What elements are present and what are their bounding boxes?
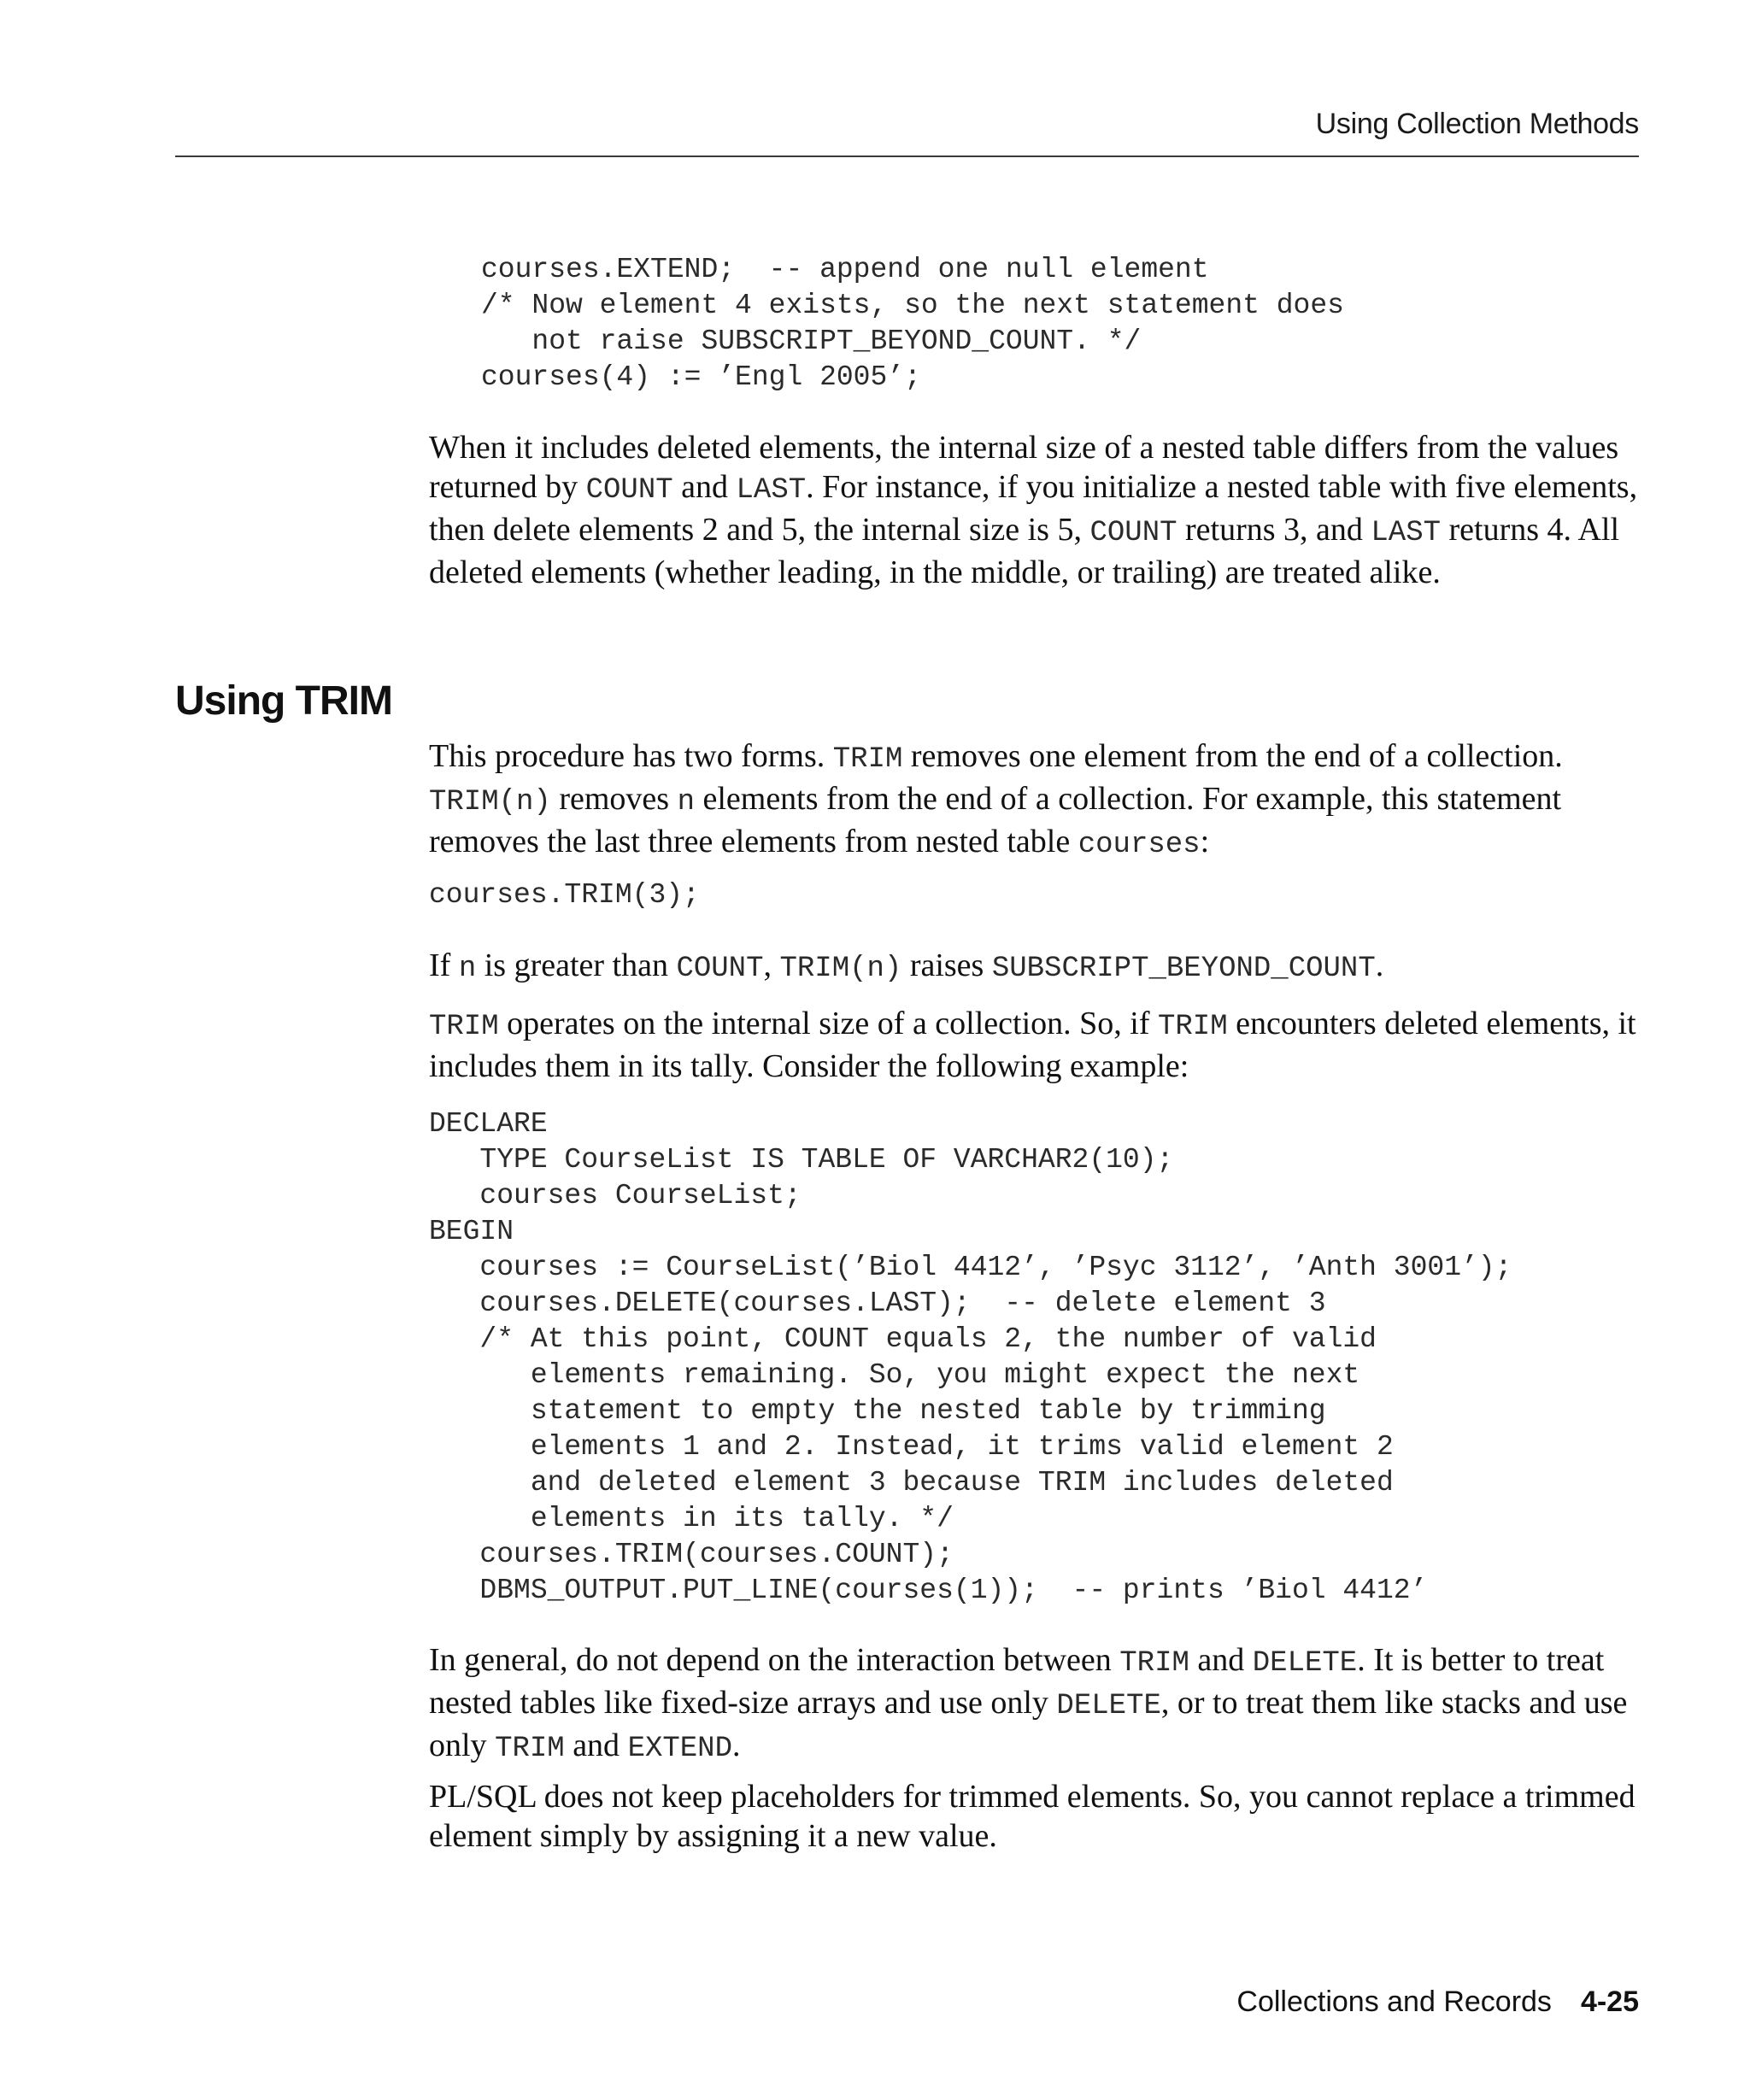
text: When it includes deleted elements, the internal size of a nested table differs from the values returned by (429, 430, 1619, 505)
code-delete: DELETE (1056, 1690, 1161, 1722)
text: . (1375, 947, 1384, 983)
text: . It is better to treat nested tables like fixed-size arrays and use only (429, 1642, 1605, 1721)
text: This procedure has two forms. (429, 738, 833, 774)
code-block-trim-3: courses.TRIM(3); (429, 879, 700, 911)
code-count: COUNT (585, 474, 673, 507)
running-header: Using Collection Methods (1315, 108, 1639, 140)
code-courses: courses (1078, 829, 1201, 861)
page-footer (1236, 1986, 1639, 2019)
text: removes one element from the end of a collection. (902, 738, 1563, 774)
code-block-extend: courses.EXTEND; -- append one null element /* Now element 4 exists, so the next statement does not raise SUBSCRIPT_BEYOND_COUNT. */ courses(4) := ’Engl 2005’; (481, 254, 1344, 393)
text: raises (901, 947, 992, 983)
paragraph-trim-raises (429, 946, 1642, 988)
text: removes (550, 781, 678, 817)
text: , (763, 947, 780, 983)
code-trim: TRIM (832, 743, 903, 776)
text: and (1189, 1642, 1253, 1678)
section-heading-using-trim: Using TRIM (175, 678, 392, 724)
code-count: COUNT (676, 953, 764, 985)
text: and (564, 1728, 628, 1763)
text: . For instance, if you initialize a nested table with five elements, then delete elements 2 and 5, the internal size is 5, (429, 469, 1638, 548)
code-subscript-beyond-count: SUBSCRIPT_BEYOND_COUNT (991, 953, 1376, 985)
text: encounters deleted elements, it includes them in its tally. Consider the following example: (429, 1006, 1636, 1084)
code-trim-n: TRIM(n) (779, 953, 902, 985)
footer-chapter-title: Collections and Records (1236, 1986, 1552, 2018)
text: returns 4. All deleted elements (whether leading, in the middle, or trailing) are treated alike. (429, 512, 1620, 590)
code-trim: TRIM (1157, 1011, 1228, 1043)
header-rule (175, 155, 1639, 157)
paragraph-placeholders (429, 1777, 1642, 1856)
code-trim: TRIM (429, 1011, 499, 1043)
code-block-declare-example: DECLARE TYPE CourseList IS TABLE OF VARCHAR2(10); courses CourseList; BEGIN courses := CourseList(’Biol 4412’, ’Psyc 3112’, ’Anth 3001’); courses.DELETE(courses.LAST); -- delete element 3 /* At this point, COUNT equals 2, the number of valid elements remaining. So, you might expect the next statement to empty the nested table by trimming elements 1 and 2. Instead, it trims valid element 2 and deleted element 3 because TRIM includes deleted elements in its tally. */ courses.TRIM(courses.COUNT); DBMS_OUTPUT.PUT_LINE(courses(1)); -- prints ’Biol 4412’ (429, 1108, 1512, 1606)
page-number: 4-25 (1580, 1986, 1639, 2018)
text: , or to treat them like stacks and use only (429, 1685, 1628, 1763)
text: : (1200, 824, 1210, 859)
code-trim: TRIM (1119, 1647, 1189, 1680)
paragraph-trim-forms (429, 736, 1642, 865)
code-count: COUNT (1089, 517, 1177, 549)
code-n: n (458, 953, 477, 985)
code-last: LAST (1371, 517, 1442, 549)
paragraph-text: PL/SQL does not keep placeholders for trimmed elements. So, you cannot replace a trimmed element simply by assigning it a new value. (429, 1779, 1635, 1854)
text: If (429, 947, 459, 983)
text: In general, do not depend on the interaction between (429, 1642, 1120, 1678)
text: and (672, 469, 737, 505)
paragraph-internal-size (429, 428, 1642, 592)
code-delete: DELETE (1252, 1647, 1358, 1680)
text: returns 3, and (1177, 512, 1371, 548)
text: is greater than (476, 947, 677, 983)
code-last: LAST (736, 474, 807, 507)
text: . (731, 1728, 741, 1763)
paragraph-general-advice (429, 1640, 1642, 1769)
code-trim: TRIM (495, 1733, 565, 1765)
code-extend: EXTEND (627, 1733, 732, 1765)
text: elements from the end of a collection. For example, this statement removes the last three elements from nested table (429, 781, 1562, 859)
paragraph-trim-internal-size (429, 1004, 1642, 1086)
text: operates on the internal size of a collection. So, if (498, 1006, 1158, 1041)
code-n: n (677, 786, 695, 818)
code-trim-n: TRIM(n) (429, 786, 551, 818)
